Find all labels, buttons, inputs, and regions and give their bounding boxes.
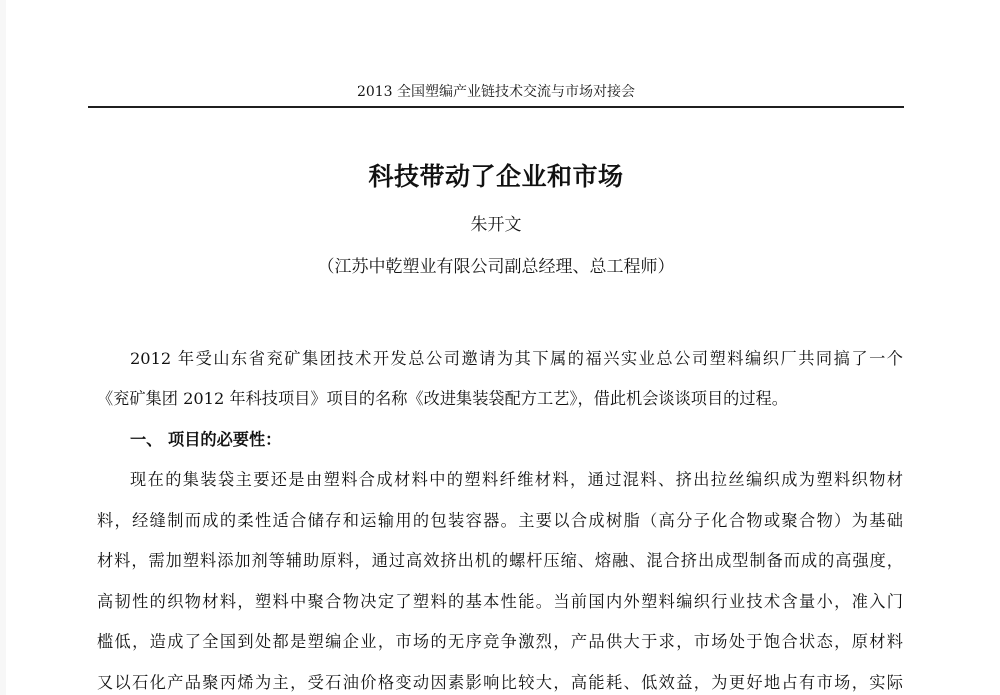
section-heading: 一、 项目的必要性： — [130, 430, 282, 449]
paragraph-2-line-2: 料，经缝制而成的柔性适合储存和运输用的包装容器。主要以合成树脂（高分子化合物或聚合物）为基础 — [97, 511, 903, 530]
paragraph-2-line-6: 又以石化产品聚丙烯为主，受石油价格变动因素影响比较大，高能耗、低效益，为更好地占有市场，实际 — [97, 673, 903, 692]
paragraph-2-line-3: 材料，需加塑料添加剂等辅助原料，通过高效挤出机的螺杆压缩、熔融、混合挤出成型制备而成的高强度， — [97, 551, 903, 570]
running-header: 2013 全国塑编产业链技术交流与市场对接会 — [356, 84, 636, 100]
paragraph-2-line-4: 高韧性的织物材料，塑料中聚合物决定了塑料的基本性能。当前国内外塑料编织行业技术含量小，准入门 — [97, 592, 903, 611]
author-name: 朱开文 — [470, 215, 522, 235]
page-edge — [0, 0, 6, 695]
paragraph-2-line-1: 现在的集装袋主要还是由塑料合成材料中的塑料纤维材料，通过混料、挤出拉丝编织成为塑料织物材 — [130, 470, 903, 489]
paragraph-1-line-2: 《兖矿集团 2012 年科技项目》项目的名称《改进集装袋配方工艺》，借此机会谈谈项目的过程。 — [97, 389, 788, 408]
paragraph-2-line-5: 槛低，造成了全国到处都是塑编企业，市场的无序竞争激烈，产品供大于求，市场处于饱合状态，原材料 — [97, 632, 903, 651]
author-affiliation: （江苏中乾塑业有限公司副总经理、总工程师） — [317, 257, 675, 277]
header-rule — [88, 106, 904, 108]
article-title: 科技带动了企业和市场 — [368, 162, 624, 191]
paragraph-1-line-1: 2012 年受山东省兖矿集团技术开发总公司邀请为其下属的福兴实业总公司塑料编织厂共同搞了一个 — [130, 349, 903, 368]
